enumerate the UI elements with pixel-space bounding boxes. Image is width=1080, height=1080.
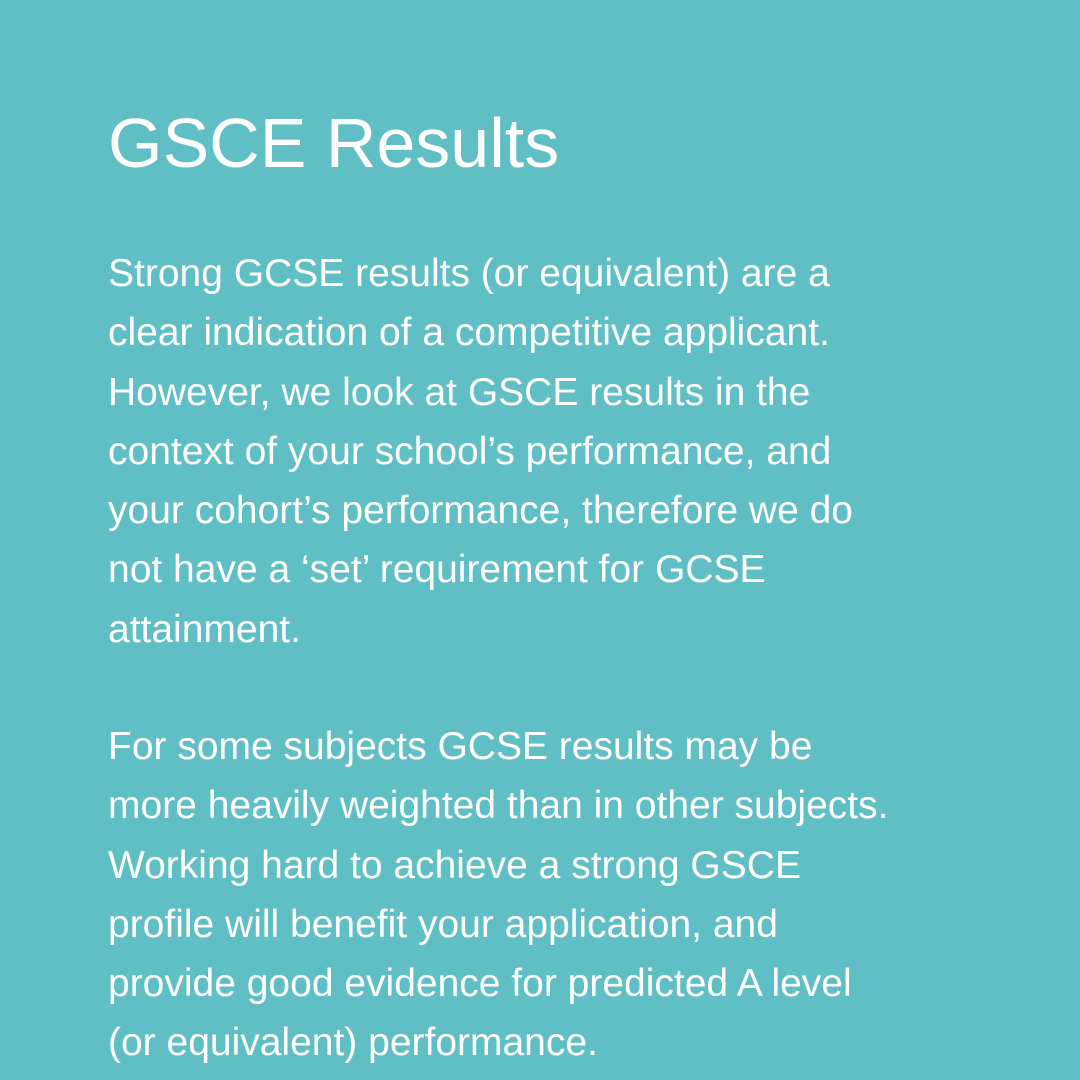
page-title: GSCE Results (108, 104, 560, 182)
text-line: not have a ‘set’ requirement for GCSE (108, 548, 766, 592)
text-line: However, we look at GSCE results in the (108, 370, 811, 414)
text-line: provide good evidence for predicted A level (108, 962, 852, 1006)
text-line: profile will benefit your application, and (108, 902, 778, 946)
text-line: attainment. (108, 607, 301, 651)
text-line: Strong GCSE results (or equivalent) are a (108, 252, 830, 295)
paragraph-gcse-weighting (108, 717, 888, 1073)
text-line: your cohort’s performance, therefore we do (108, 489, 853, 533)
text-line: clear indication of a competitive applicant. (108, 311, 830, 355)
text-line: more heavily weighted than in other subjects. (108, 784, 889, 828)
text-line: For some subjects GCSE results may be (108, 725, 813, 768)
paragraph-gcse-context (108, 244, 853, 659)
text-line: (or equivalent) performance. (108, 1021, 598, 1065)
text-line: Working hard to achieve a strong GSCE (108, 843, 801, 887)
text-line: context of your school’s performance, and (108, 429, 832, 473)
